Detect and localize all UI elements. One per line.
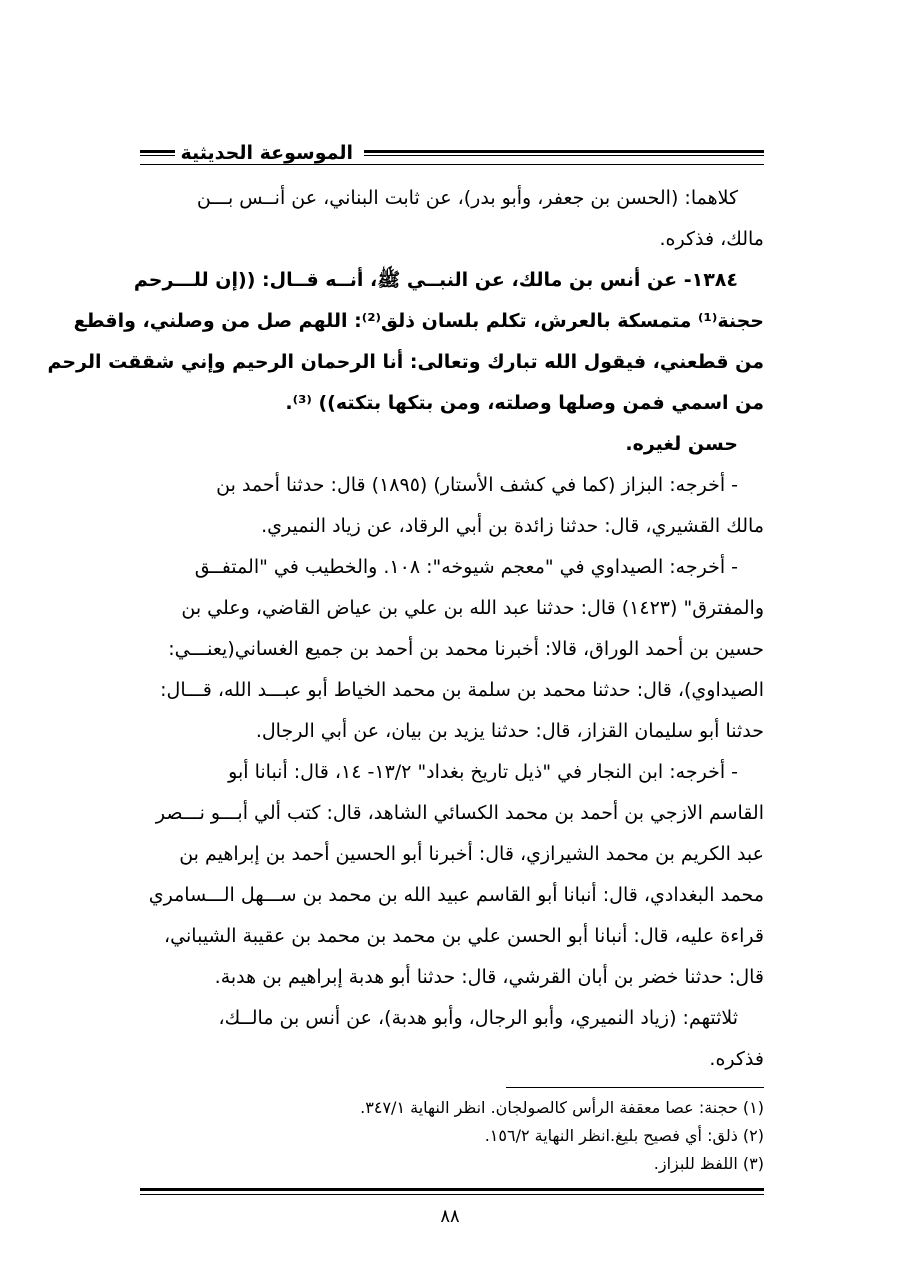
hadith-line: ١٣٨٤- عن أنس بن مالك، عن النبــي ﷺ، أنــه قــال: ((إن للـــرحم: [133, 269, 738, 291]
main-text: [47, 178, 764, 1080]
header-title: الموسوعة الحديثية: [175, 142, 360, 164]
footer-rule: [140, 1188, 764, 1191]
text-line: - أخرجه: البزاز (كما في كشف الأستار) (١٨٩٥) قال: حدثنا أحمد بن: [216, 474, 738, 496]
footnotes: [140, 1094, 764, 1178]
hadith-line: من اسمي فمن وصلها وصلته، ومن بتكها بتكته)) ⁽³⁾.: [285, 392, 764, 414]
hadith-line: من قطعني، فيقول الله تبارك وتعالى: أنا الرحمان الرحيم وإني شققت الرحم: [47, 351, 764, 373]
text-line: القاسم الازجي بن أحمد بن محمد الكسائي الشاهد، قال: كتب ألي أبـــو نـــصر: [155, 802, 764, 824]
text-line: كلاهما: (الحسن بن جعفر، وأبو بدر)، عن ثابت البناني، عن أنــس بـــن: [196, 187, 738, 209]
running-header: [140, 138, 764, 170]
header-underline: [140, 164, 764, 165]
text-line: فذكره.: [709, 1048, 764, 1070]
text-line: محمد البغدادي، قال: أنبانا أبو القاسم عبيد الله بن محمد بن ســـهل الـــسامري: [148, 884, 764, 906]
text-line: قال: حدثنا خضر بن أبان القرشي، قال: حدثنا أبو هدبة إبراهيم بن هدبة.: [214, 966, 764, 988]
text-line: - أخرجه: ابن النجار في "ذيل تاريخ بغداد" ١٣/٢- ١٤، قال: أنبانا أبو: [228, 761, 738, 783]
text-line: عبد الكريم بن محمد الشيرازي، قال: أخبرنا أبو الحسين أحمد بن إبراهيم بن: [179, 843, 764, 865]
page-number: ٨٨: [440, 1206, 460, 1227]
grading-line: حسن لغيره.: [625, 433, 738, 455]
footnote: (٢) ذلق: أي فصيح بليغ.انظر النهاية ١٥٦/٢.: [484, 1126, 764, 1145]
text-line: والمفترق" (١٤٢٣) قال: حدثنا عبد الله بن علي بن عياض القاضي، وعلي بن: [181, 597, 764, 619]
text-line: ثلاثتهم: (زياد النميري، وأبو الرجال، وأبو هدبة)، عن أنس بن مالــك،: [218, 1007, 738, 1029]
text-line: حسين بن أحمد الوراق، قالا: أخبرنا محمد بن أحمد بن جميع الغساني(يعنـــي:: [168, 638, 764, 660]
text-line: مالك، فذكره.: [659, 228, 764, 250]
header-rule: [364, 155, 764, 156]
footer-rule: [140, 1194, 764, 1195]
hadith-line: حجنة⁽¹⁾ متمسكة بالعرش، تكلم بلسان ذلق⁽²⁾: اللهم صل من وصلني، واقطع: [73, 310, 764, 332]
footnote: (٣) اللفظ للبزاز.: [653, 1154, 764, 1173]
header-rule: [364, 150, 764, 153]
footnote-separator: [506, 1087, 764, 1088]
text-line: حدثنا أبو سليمان القزاز، قال: حدثنا يزيد بن بيان، عن أبي الرجال.: [255, 720, 764, 742]
text-line: الصيداوي)، قال: حدثنا محمد بن سلمة بن محمد الخياط أبو عبـــد الله، قـــال:: [160, 679, 764, 701]
text-line: مالك القشيري، قال: حدثنا زائدة بن أبي الرقاد، عن زياد النميري.: [261, 515, 764, 537]
text-line: - أخرجه: الصيداوي في "معجم شيوخه": ١٠٨. والخطيب في "المتفــق: [194, 556, 738, 578]
text-line: قراءة عليه، قال: أنبانا أبو الحسن علي بن محمد بن محمد بن عقيبة الشيباني،: [164, 925, 764, 947]
footnote: (١) حجنة: عصا معقفة الرأس كالصولجان. انظر النهاية ٣٤٧/١.: [360, 1098, 764, 1117]
